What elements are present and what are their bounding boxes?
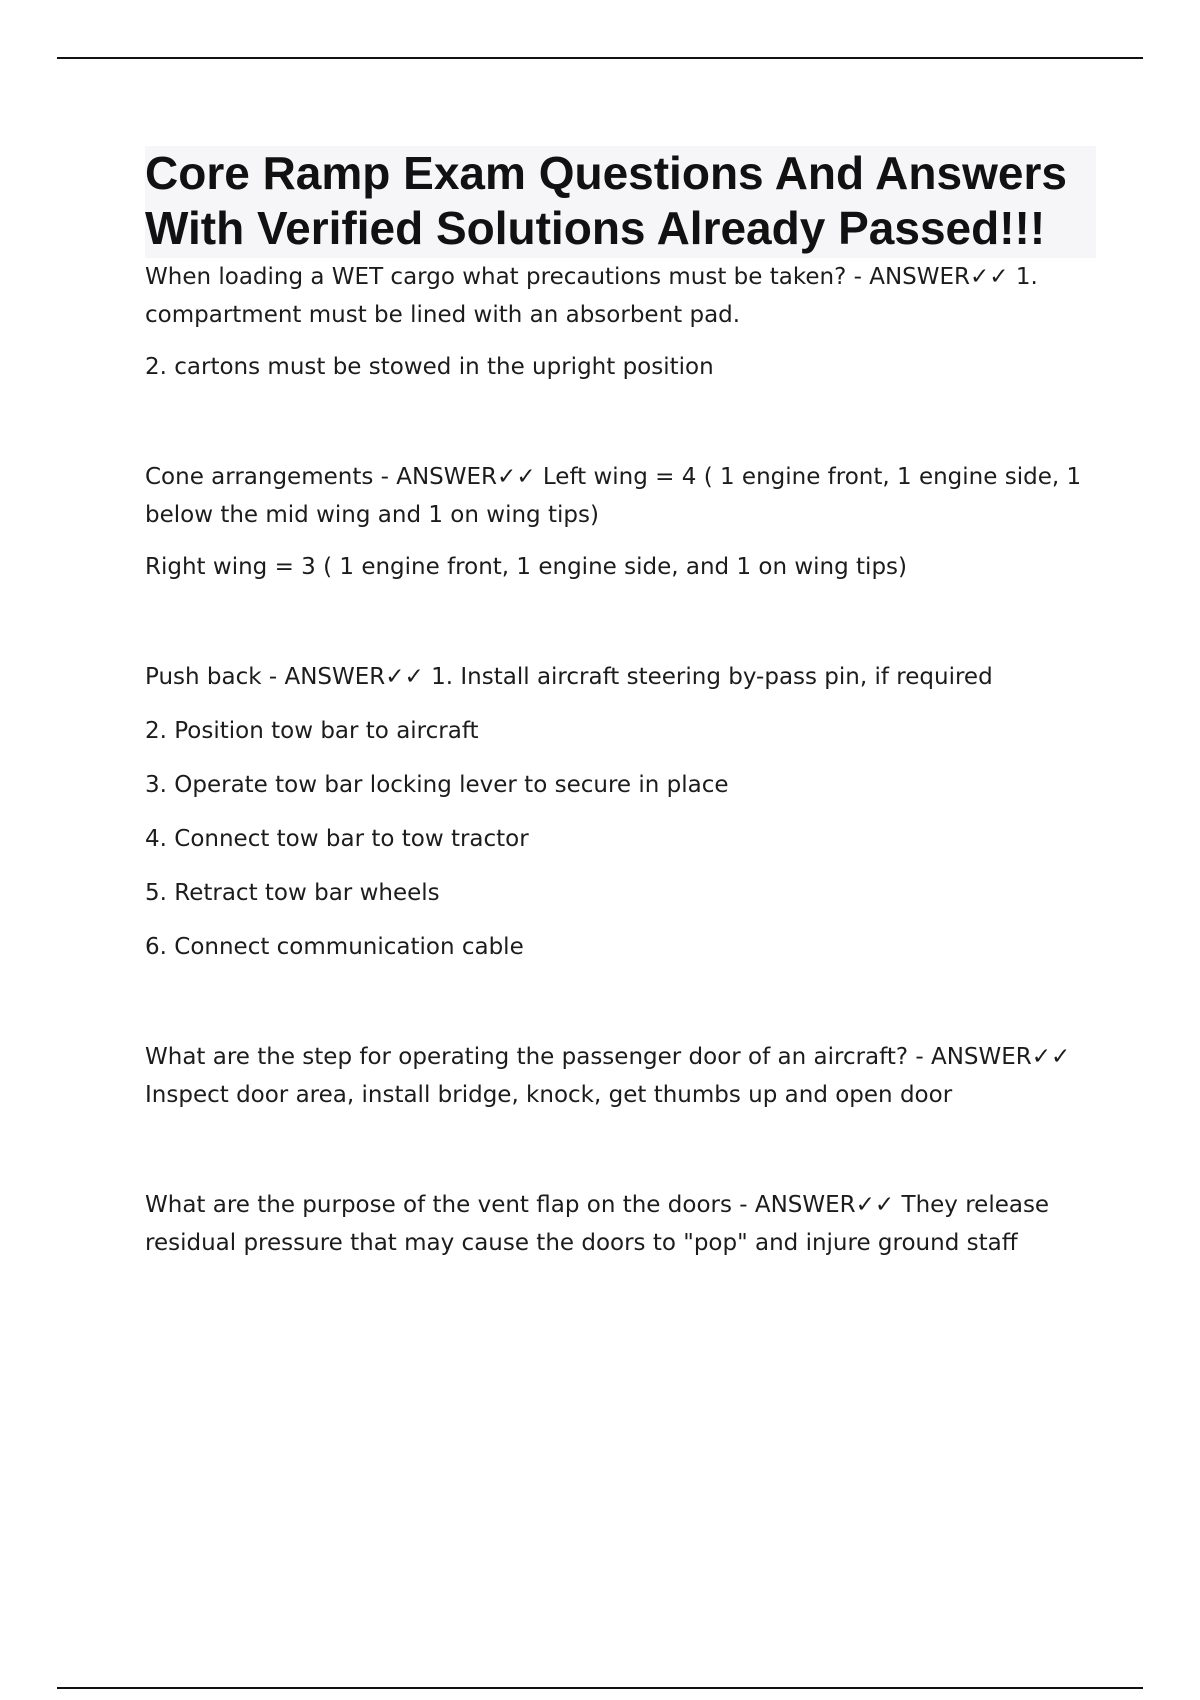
document-body: [145, 258, 1095, 1262]
qa-line: Right wing = 3 ( 1 engine front, 1 engine side, and 1 on wing tips): [145, 554, 907, 580]
qa-entry-vent-flap: [145, 1186, 1095, 1262]
title-box: [145, 146, 1096, 258]
qa-entry-passenger-door: [145, 1038, 1095, 1114]
qa-line: 4. Connect tow bar to tow tractor: [145, 826, 529, 852]
bottom-rule: [57, 1687, 1143, 1689]
document-title: Core Ramp Exam Questions And Answers With Verified Solutions Already Passed!!!: [145, 147, 1067, 254]
qa-line: 6. Connect communication cable: [145, 934, 524, 960]
qa-line: Cone arrangements - ANSWER✓✓ Left wing = 4 ( 1 engine front, 1 engine side, 1 below the mid wing and 1 on wing tips): [145, 464, 1082, 528]
qa-entry-push-back: [145, 658, 1095, 966]
qa-line: 2. Position tow bar to aircraft: [145, 718, 479, 744]
qa-line: 5. Retract tow bar wheels: [145, 880, 440, 906]
qa-line: When loading a WET cargo what precautions must be taken? - ANSWER✓✓ 1. compartment must be lined with an absorbent pad.: [145, 264, 1038, 328]
qa-line: What are the step for operating the passenger door of an aircraft? - ANSWER✓✓ Inspect door area, install bridge, knock, get thumbs up and open door: [145, 1044, 1071, 1108]
qa-line: What are the purpose of the vent flap on the doors - ANSWER✓✓ They release residual pressure that may cause the doors to "pop" and injure ground staff: [145, 1192, 1050, 1256]
qa-entry-cone-arrangements: [145, 458, 1095, 586]
document-content: [145, 146, 1095, 1262]
qa-line: 3. Operate tow bar locking lever to secure in place: [145, 772, 729, 798]
top-rule: [57, 57, 1143, 59]
qa-line: 2. cartons must be stowed in the upright position: [145, 354, 714, 380]
qa-line: Push back - ANSWER✓✓ 1. Install aircraft steering by-pass pin, if required: [145, 664, 993, 690]
qa-entry-wet-cargo: [145, 258, 1095, 386]
